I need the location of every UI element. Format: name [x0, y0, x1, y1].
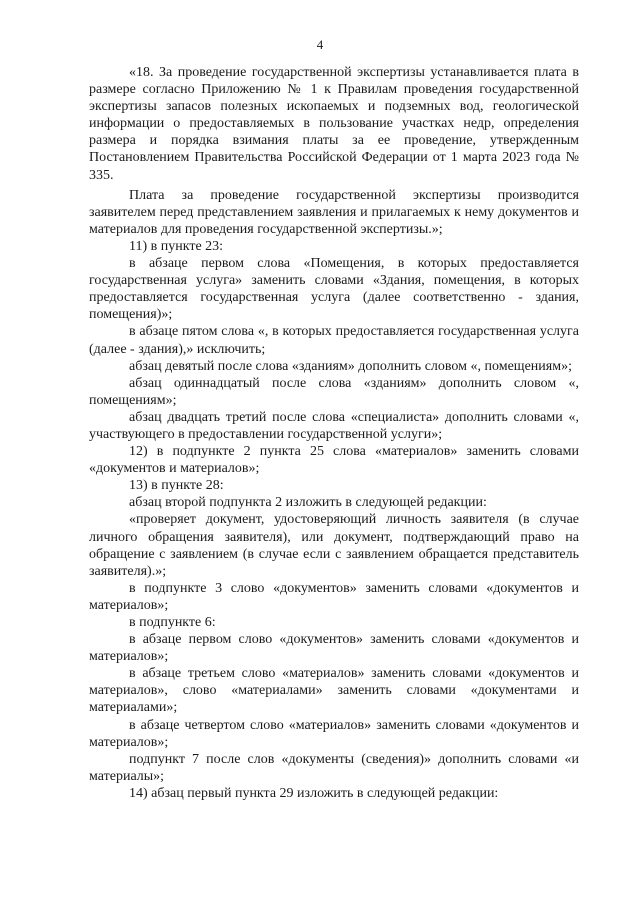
- paragraph: абзац одиннадцатый после слова «зданиям» дополнить словом «, помещениям»;: [89, 375, 579, 408]
- paragraph: абзац двадцать третий после слова «специалиста» дополнить словами «, участвующего в предоставлении государственной услуги»;: [89, 409, 579, 442]
- paragraph: 14) абзац первый пункта 29 изложить в следующей редакции:: [129, 785, 499, 801]
- paragraph: в абзаце третьем слово «материалов» заменить словами «документов и материалов», слово «материалами» заменить словами «документами и материалами»;: [89, 666, 579, 716]
- paragraph: абзац второй подпункта 2 изложить в следующей редакции:: [129, 495, 487, 511]
- paragraph: в абзаце четвертом слово «материалов» заменить словами «документов и материалов»;: [89, 717, 579, 750]
- paragraph: в подпункте 6:: [129, 615, 216, 630]
- paragraph: «18. За проведение государственной экспертизы устанавливается плата в размере согласно Приложению № 1 к Правилам проведения государственной экспертизы запасов полезных ископаемых и подземных вод, геологической информации о предоставляемых в пользование участках недр, определения размера и порядка взимания платы за ее проведение, утвержденным Постановлением Правительства Российской Федерации от 1 марта 2023 года № 335.: [89, 65, 579, 183]
- paragraph: в абзаце пятом слова «, в которых предоставляется государственная услуга (далее - здания),» исключить;: [89, 324, 579, 357]
- paragraph: Плата за проведение государственной экспертизы производится заявителем перед представлением заявления и прилагаемых к нему документов и материалов для проведения государственной экспертизы.»;: [89, 187, 579, 237]
- paragraph: подпункт 7 после слов «документы (сведения)» дополнить словами «и материалы»;: [89, 751, 579, 784]
- paragraph: 11) в пункте 23:: [129, 238, 224, 254]
- paragraph: в абзаце первом слово «документов» заменить словами «документов и материалов»;: [89, 632, 579, 665]
- paragraph: 12) в подпункте 2 пункта 25 слова «материалов» заменить словами «документов и материалов»;: [89, 444, 579, 477]
- page-number: 4: [316, 37, 324, 52]
- paragraph: «проверяет документ, удостоверяющий личность заявителя (в случае личного обращения заявителя), или документ, подтверждающий право на обращение с заявлением (в случае если с заявлением обращается представитель заявителя).»;: [89, 512, 579, 579]
- document-body: [89, 64, 579, 802]
- paragraph: 13) в пункте 28:: [129, 478, 224, 494]
- paragraph: в подпункте 3 слово «документов» заменить словами «документов и материалов»;: [89, 580, 579, 613]
- paragraph: в абзаце первом слова «Помещения, в которых предоставляется государственная услуга» заменить словами «Здания, помещения, в которых предоставляется государственная услуга (далее соответственно - здания, помещения)»;: [89, 256, 579, 323]
- paragraph: абзац девятый после слова «зданиям» дополнить словом «, помещениям»;: [129, 358, 572, 374]
